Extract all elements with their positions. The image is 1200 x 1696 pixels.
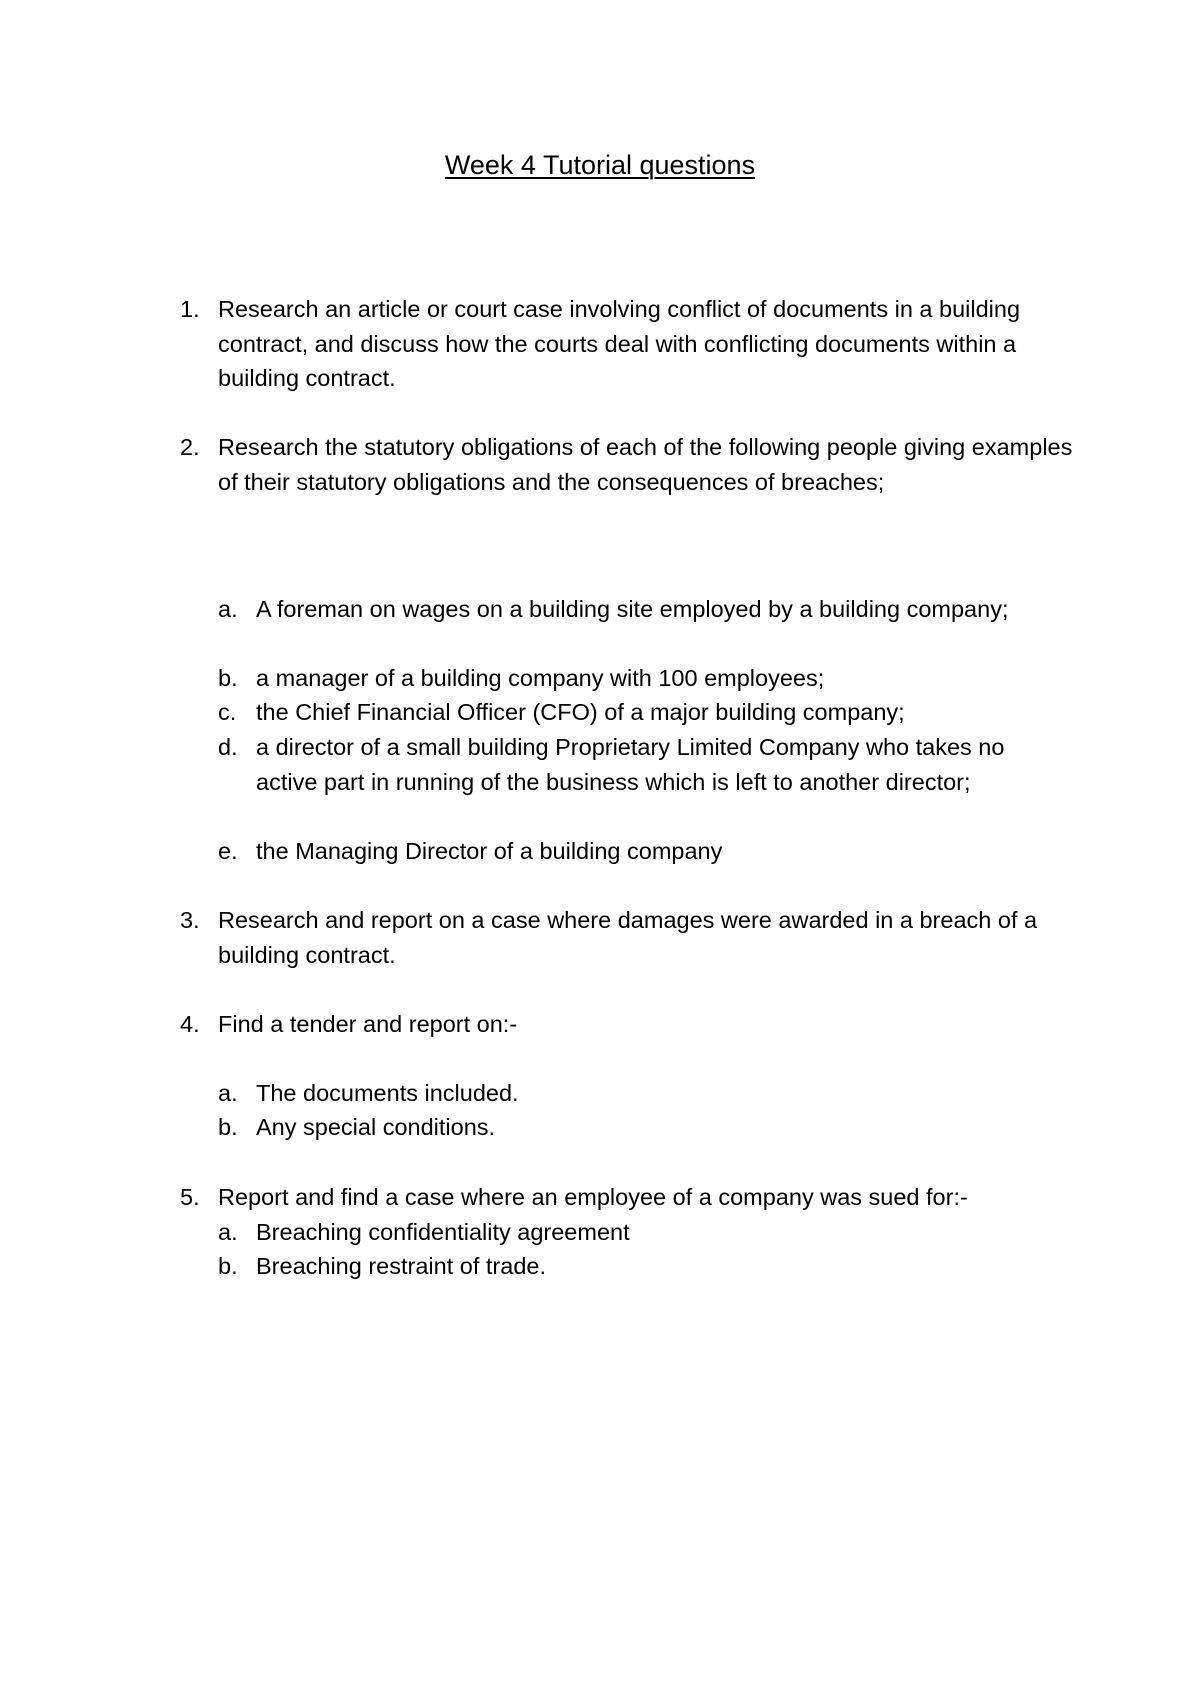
question-2-subitem-e — [218, 834, 1058, 869]
question-4-subitem-b — [218, 1110, 1058, 1145]
question-text: Report and find a case where an employee of a company was sued for:- — [218, 1184, 968, 1210]
subitem-text: a manager of a building company with 100 employees; — [256, 665, 825, 691]
question-5 — [180, 1180, 1080, 1215]
question-2 — [180, 430, 1080, 499]
question-2-subitem-b — [218, 661, 1058, 696]
subitem-letter: b. — [218, 1253, 238, 1279]
question-text: Research an article or court case involving conflict of documents in a building contract, and discuss how the courts deal with conflicting documents within a building contract. — [218, 296, 1021, 391]
subitem-letter: a. — [218, 596, 238, 622]
subitem-text: The documents included. — [256, 1080, 519, 1106]
subitem-text: the Chief Financial Officer (CFO) of a major building company; — [256, 699, 905, 725]
question-number: 4. — [180, 1011, 200, 1037]
page-title: Week 4 Tutorial questions — [444, 150, 756, 180]
subitem-letter: e. — [218, 838, 238, 864]
question-5-subitem-a — [218, 1215, 1058, 1250]
question-4-subitem-a — [218, 1076, 1058, 1111]
question-text: Find a tender and report on:- — [218, 1011, 518, 1037]
subitem-text: A foreman on wages on a building site employed by a building company; — [256, 596, 1009, 622]
subitem-letter: a. — [218, 1080, 238, 1106]
question-text: Research and report on a case where damages were awarded in a breach of a building contract. — [218, 907, 1038, 968]
subitem-letter: b. — [218, 1114, 238, 1140]
question-text: Research the statutory obligations of each of the following people giving examples of their statutory obligations and the consequences of breaches; — [218, 434, 1073, 495]
question-2-subitem-a — [218, 592, 1058, 627]
question-2-subitem-c — [218, 695, 1058, 730]
question-number: 1. — [180, 296, 200, 322]
subitem-text: Breaching confidentiality agreement — [256, 1219, 630, 1245]
subitem-text: Breaching restraint of trade. — [256, 1253, 546, 1279]
question-1 — [180, 292, 1080, 396]
subitem-letter: b. — [218, 665, 238, 691]
question-2-subitem-d — [218, 730, 1058, 799]
question-5-subitem-b — [218, 1249, 1058, 1284]
question-number: 2. — [180, 434, 200, 460]
question-number: 5. — [180, 1184, 200, 1210]
subitem-letter: d. — [218, 734, 238, 760]
question-3 — [180, 903, 1080, 972]
subitem-letter: a. — [218, 1219, 238, 1245]
subitem-letter: c. — [218, 699, 237, 725]
subitem-text: Any special conditions. — [256, 1114, 496, 1140]
subitem-text: a director of a small building Proprietary Limited Company who takes no active part in running of the business which is left to another director; — [256, 734, 1005, 795]
question-4 — [180, 1007, 1080, 1042]
question-number: 3. — [180, 907, 200, 933]
subitem-text: the Managing Director of a building company — [256, 838, 723, 864]
